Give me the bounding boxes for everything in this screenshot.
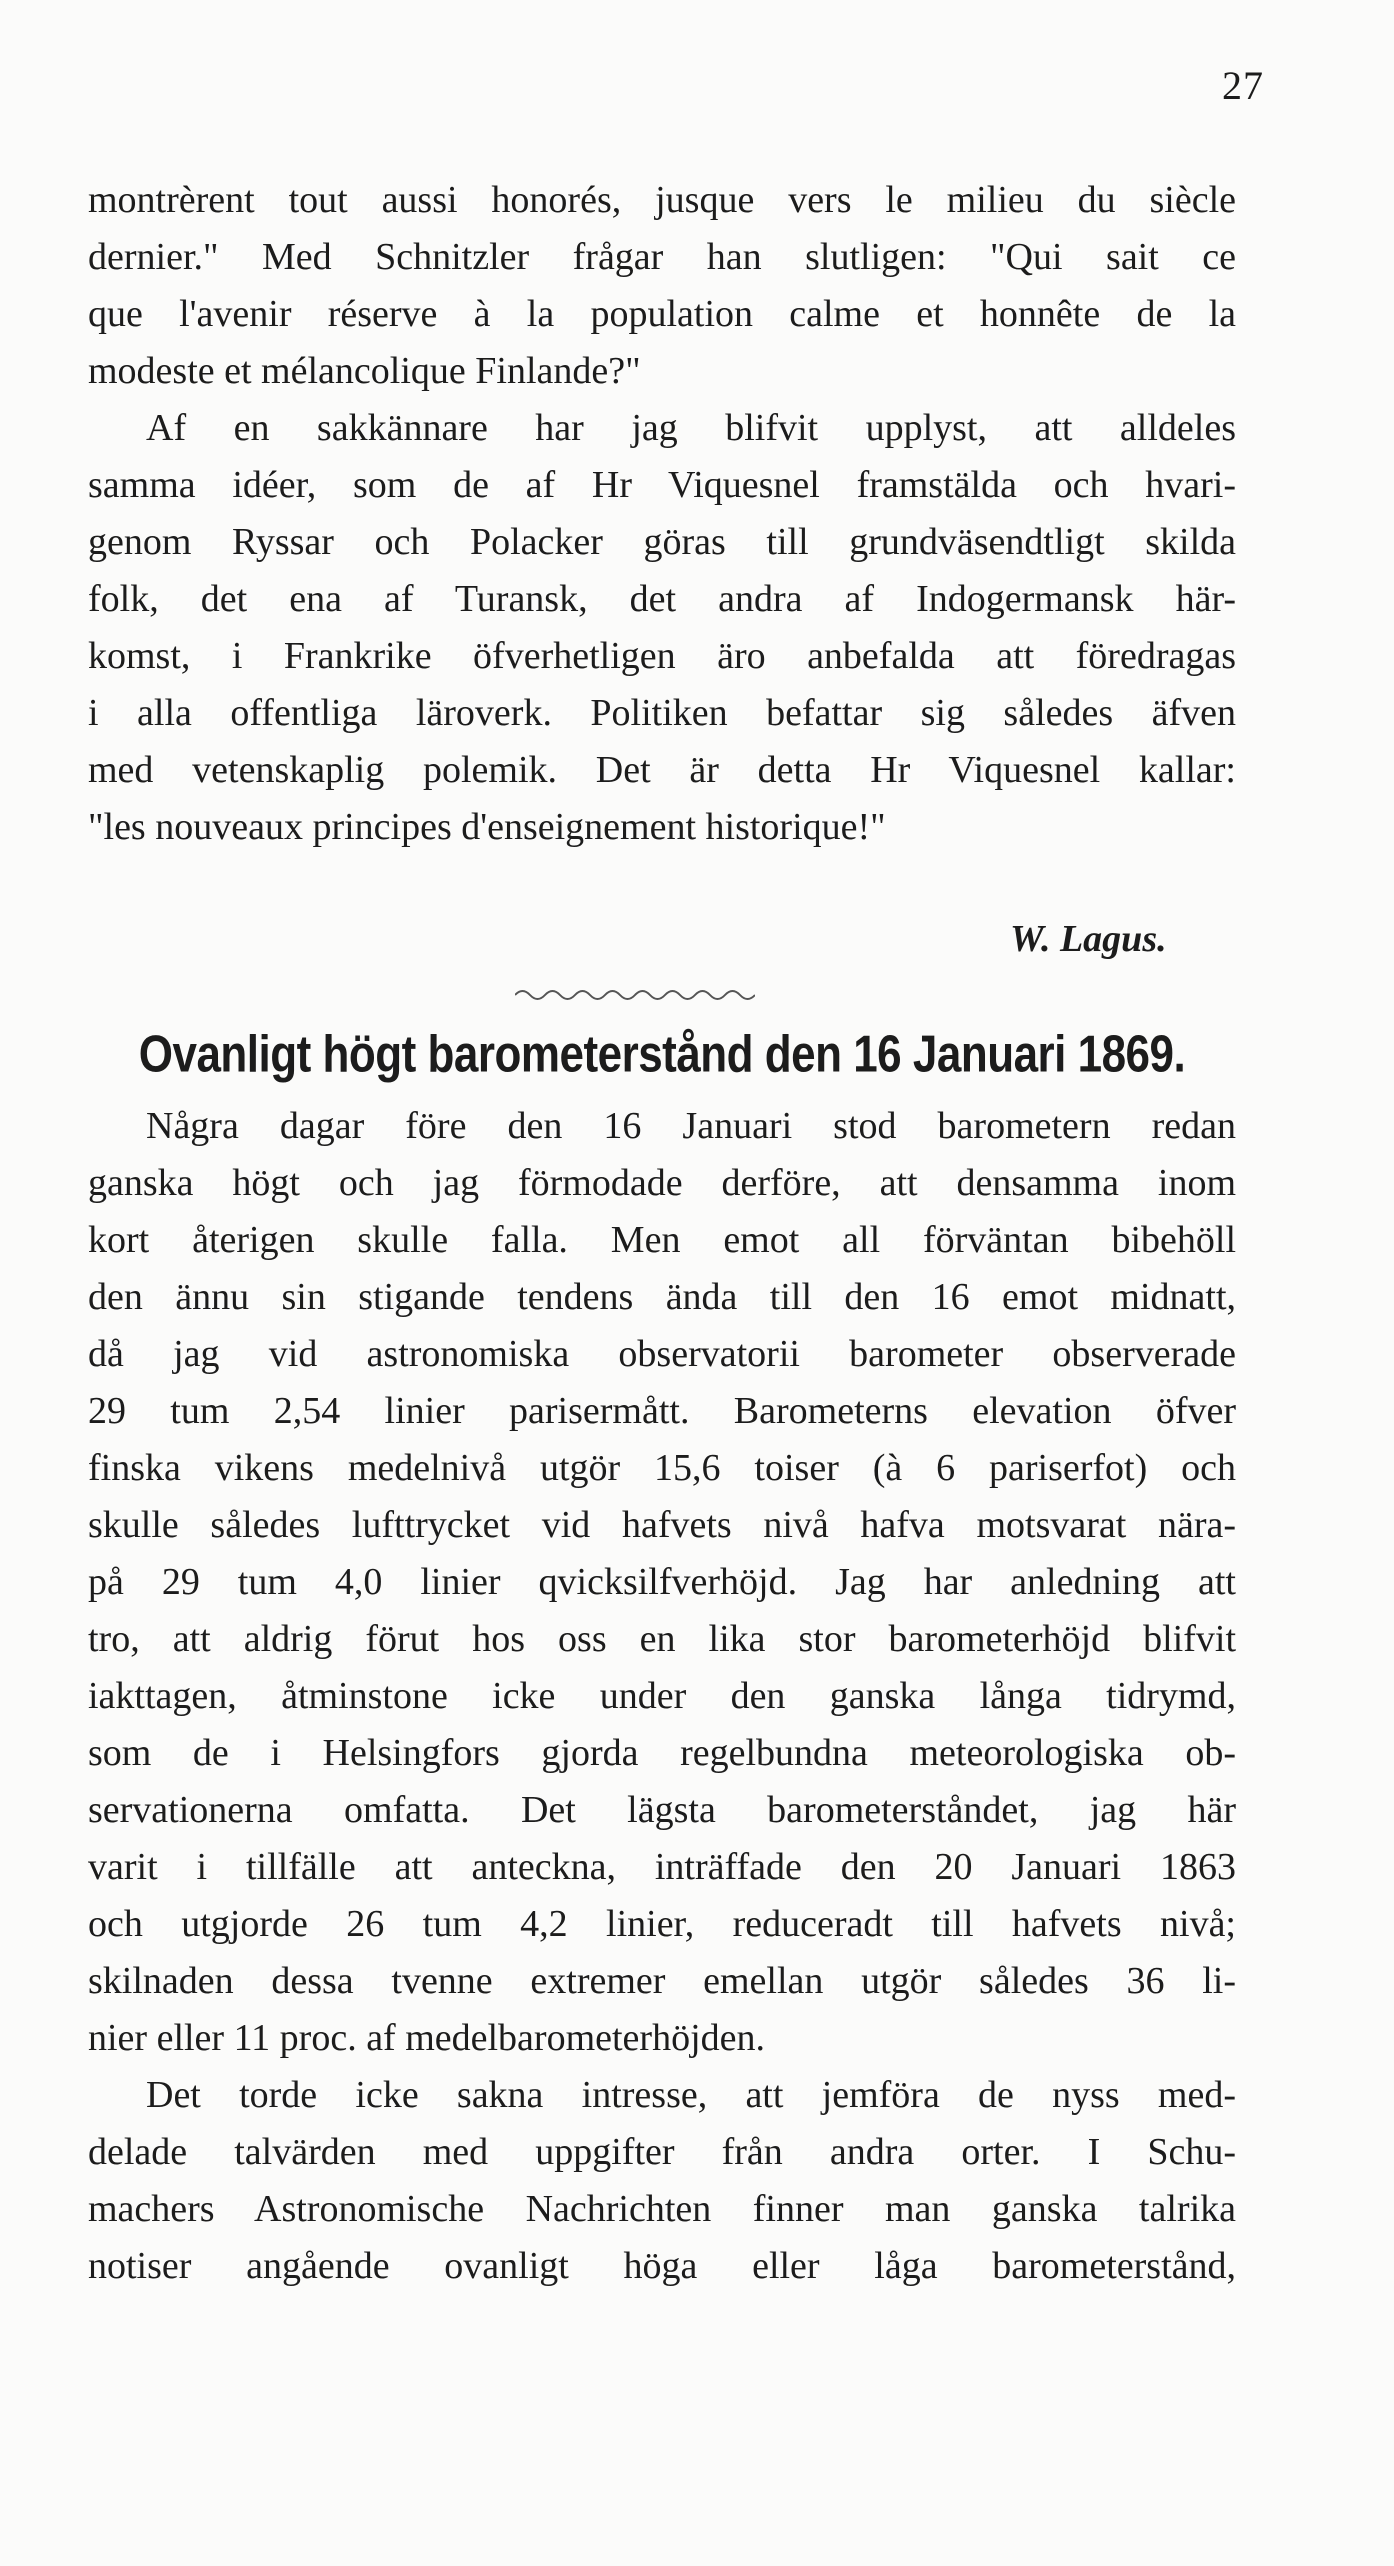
text-line: med vetenskaplig polemik. Det är detta Hr Viquesnel kallar: — [88, 749, 1236, 791]
text-line: tro, att aldrig förut hos oss en lika stor barometerhöjd blifvit — [88, 1618, 1236, 1660]
text-line: notiser angående ovanligt höga eller låga barometerstånd, — [88, 2245, 1236, 2287]
text-line: 29 tum 2,54 linier parisermått. Barometerns elevation öfver — [88, 1390, 1236, 1432]
wavy-divider-ornament — [515, 985, 755, 1005]
article-heading: Ovanligt högt barometerstånd den 16 Januari 1869. — [138, 1025, 1186, 1084]
text-line: machers Astronomische Nachrichten finner man ganska talrika — [88, 2188, 1236, 2230]
article-body — [88, 1098, 1236, 2295]
text-line: montrèrent tout aussi honorés, jusque vers le milieu du siècle — [88, 179, 1236, 221]
text-line: skilnaden dessa tvenne extremer emellan utgör således 36 li- — [88, 1960, 1236, 2002]
text-line: dernier." Med Schnitzler frågar han slutligen: "Qui sait ce — [88, 236, 1236, 278]
text-line: ganska högt och jag förmodade derföre, att densamma inom — [88, 1162, 1236, 1204]
text-line: genom Ryssar och Polacker göras till grundväsendtligt skilda — [88, 521, 1236, 563]
text-line: på 29 tum 4,0 linier qvicksilfverhöjd. Jag har anledning att — [88, 1561, 1236, 1603]
text-line: Några dagar före den 16 Januari stod barometern redan — [146, 1105, 1236, 1147]
text-line: då jag vid astronomiska observatorii barometer observerade — [88, 1333, 1236, 1375]
text-line: nier eller 11 proc. af medelbarometerhöjden. — [88, 2017, 766, 2059]
text-line: delade talvärden med uppgifter från andra orter. I Schu- — [88, 2131, 1236, 2173]
text-line: Af en sakkännare har jag blifvit upplyst, att alldeles — [146, 407, 1236, 449]
text-line: varit i tillfälle att anteckna, inträffade den 20 Januari 1863 — [88, 1846, 1236, 1888]
author-signature: W. Lagus. — [1010, 918, 1167, 960]
text-line: kort återigen skulle falla. Men emot all förväntan bibehöll — [88, 1219, 1236, 1261]
text-line: iakttagen, åtminstone icke under den ganska långa tidrymd, — [88, 1675, 1236, 1717]
body-text-continued — [88, 172, 1236, 856]
text-line: som de i Helsingfors gjorda regelbundna meteorologiska ob- — [88, 1732, 1236, 1774]
text-line: modeste et mélancolique Finlande?" — [88, 350, 641, 392]
text-line: den ännu sin stigande tendens ända till den 16 emot midnatt, — [88, 1276, 1236, 1318]
text-line: skulle således lufttrycket vid hafvets nivå hafva motsvarat nära- — [88, 1504, 1236, 1546]
text-line: Det torde icke sakna intresse, att jemföra de nyss med- — [146, 2074, 1236, 2116]
text-line: i alla offentliga läroverk. Politiken befattar sig således äfven — [88, 692, 1236, 734]
text-line: samma idéer, som de af Hr Viquesnel framstälda och hvari- — [88, 464, 1236, 506]
text-line: och utgjorde 26 tum 4,2 linier, reduceradt till hafvets nivå; — [88, 1903, 1236, 1945]
text-line: "les nouveaux principes d'enseignement historique!" — [88, 806, 886, 848]
page-number: 27 — [1222, 63, 1264, 108]
text-line: folk, det ena af Turansk, det andra af Indogermansk här- — [88, 578, 1236, 620]
text-line: que l'avenir réserve à la population calme et honnête de la — [88, 293, 1236, 335]
text-line: komst, i Frankrike öfverhetligen äro anbefalda att föredragas — [88, 635, 1236, 677]
text-line: servationerna omfatta. Det lägsta barometerståndet, jag här — [88, 1789, 1236, 1831]
text-line: finska vikens medelnivå utgör 15,6 toiser (à 6 pariserfot) och — [88, 1447, 1236, 1489]
